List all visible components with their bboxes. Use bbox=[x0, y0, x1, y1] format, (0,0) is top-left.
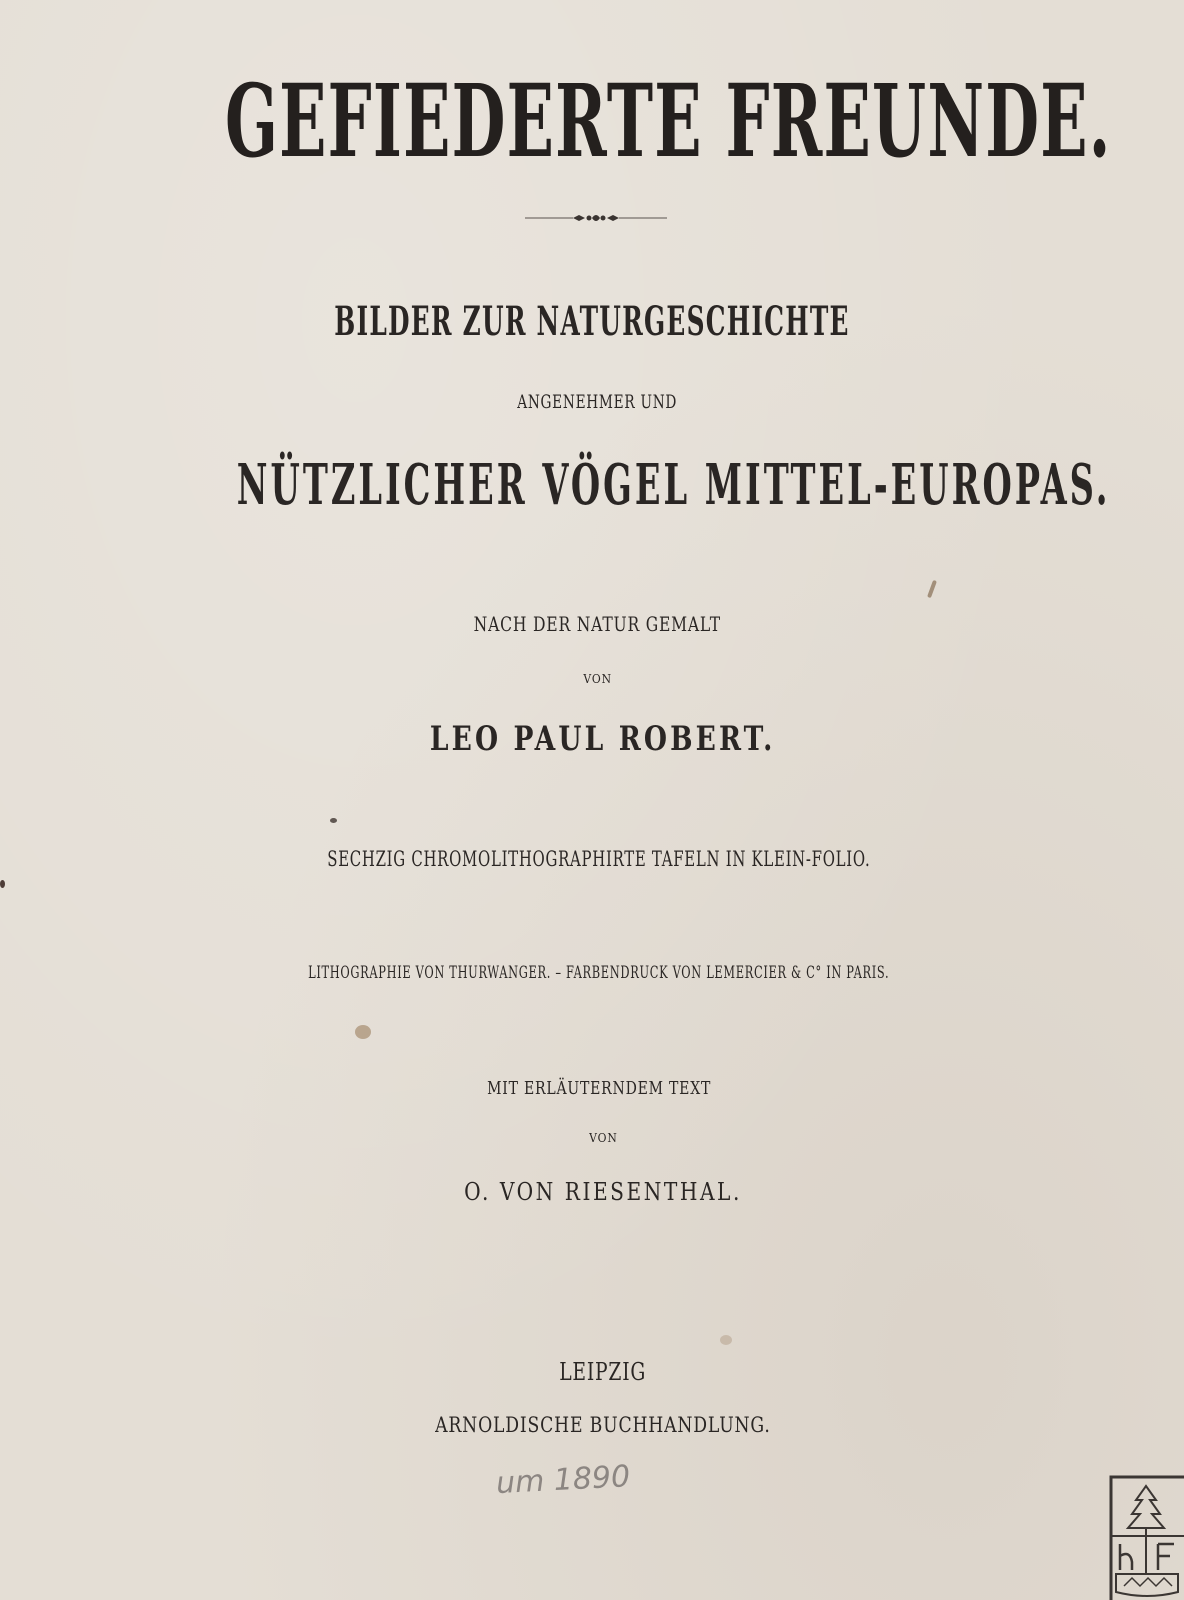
printing-credits: LITHOGRAPHIE VON THURWANGER. – FARBENDRUCK VON LEMERCIER & C° IN PARIS. bbox=[308, 963, 890, 983]
pencil-annotation: um 1890 bbox=[495, 1459, 631, 1502]
main-title: GEFIEDERTE FREUNDE. bbox=[224, 62, 1112, 180]
plates-description: SECHZIG CHROMOLITHOGRAPHIRTE TAFELN IN KLEIN-FOLIO. bbox=[327, 847, 871, 871]
by-label-author: VON bbox=[589, 1131, 618, 1145]
subtitle-line-1: BILDER ZUR NATURGESCHICHTE bbox=[334, 298, 850, 345]
author-name: O. VON RIESENTHAL. bbox=[464, 1178, 742, 1206]
publisher-name: ARNOLDISCHE BUCHHANDLUNG. bbox=[435, 1413, 771, 1437]
subtitle-line-2: ANGENEHMER UND bbox=[517, 391, 678, 413]
foxing-spot bbox=[355, 1025, 371, 1039]
foxing-spot bbox=[0, 880, 5, 888]
foxing-spot bbox=[720, 1335, 732, 1345]
text-line: MIT ERLÄUTERNDEM TEXT bbox=[487, 1078, 712, 1099]
painter-name: LEO PAUL ROBERT. bbox=[429, 719, 776, 759]
subtitle-line-3: NÜTZLICHER VÖGEL MITTEL-EUROPAS. bbox=[236, 452, 1111, 518]
foxing-spot bbox=[330, 818, 337, 823]
foxing-spot bbox=[927, 580, 937, 598]
publication-city: LEIPZIG bbox=[559, 1358, 647, 1386]
by-label-painter: VON bbox=[583, 672, 613, 686]
decorative-rule-icon bbox=[525, 210, 667, 226]
painted-by-line: NACH DER NATUR GEMALT bbox=[473, 612, 721, 636]
library-stamp-tree-icon bbox=[1108, 1474, 1184, 1600]
